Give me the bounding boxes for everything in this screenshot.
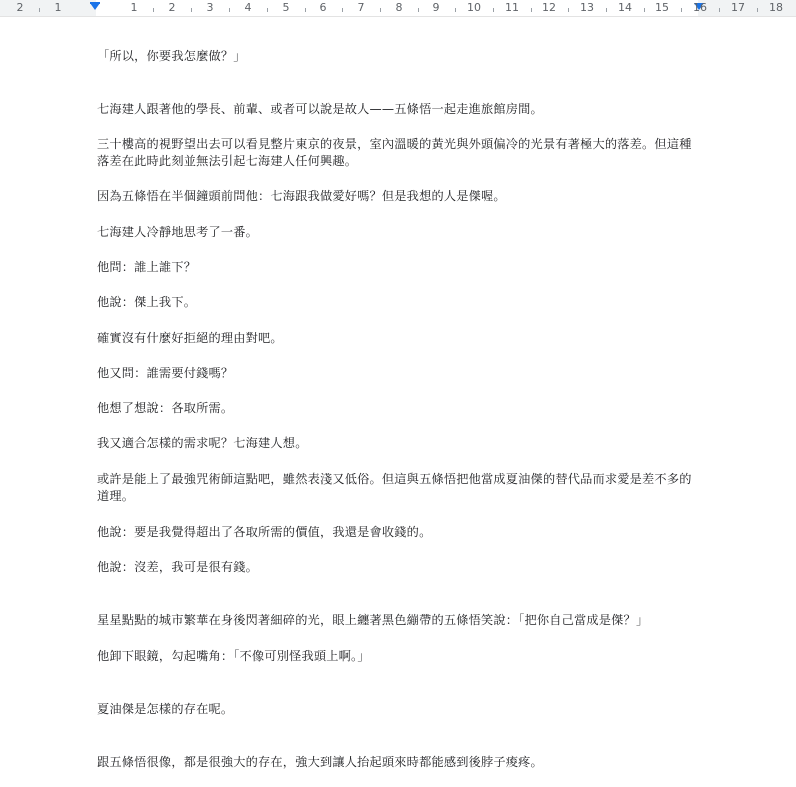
ruler-label: 5: [282, 1, 290, 14]
ruler-tick: [455, 8, 456, 12]
ruler-label: 8: [395, 1, 403, 14]
ruler-label: 12: [542, 1, 556, 14]
ruler-label: 7: [357, 1, 365, 14]
ruler-label: 13: [580, 1, 594, 14]
ruler-tick: [380, 8, 381, 12]
ruler-tick: [568, 8, 569, 12]
ruler-tick: [153, 8, 154, 12]
paragraph-15: 星星點點的城市繁華在身後閃著細碎的光，眼上纏著黑色繃帶的五條悟笑說：「把你自己當成是傑？」: [97, 613, 649, 627]
ruler-label: 18: [769, 1, 783, 14]
paragraph-7: 他說：傑上我下。: [97, 295, 197, 309]
ruler-tick: [493, 8, 494, 12]
ruler-tick: [39, 8, 40, 12]
ruler-left-margin: [0, 0, 96, 16]
paragraph-9: 他又問：誰需要付錢嗎？: [97, 366, 234, 380]
ruler-tick: [757, 8, 758, 12]
paragraph-14: 他說：沒差，我可是很有錢。: [97, 560, 259, 574]
document-page[interactable]: [0, 17, 796, 787]
paragraph-6: 他問：誰上誰下？: [97, 260, 197, 274]
ruler-tick: [418, 8, 419, 12]
ruler-tick: [531, 8, 532, 12]
ruler-label: 1: [130, 1, 138, 14]
ruler-tick: [229, 8, 230, 12]
left-indent-marker[interactable]: [90, 3, 100, 10]
ruler-label: 2: [16, 1, 24, 14]
ruler-tick: [719, 8, 720, 12]
paragraph-17: 夏油傑是怎樣的存在呢。: [97, 702, 234, 716]
ruler-tick: [267, 8, 268, 12]
ruler-tick: [681, 8, 682, 12]
paragraph-1: 「所以，你要我怎麼做？」: [97, 49, 246, 63]
ruler-label: 1: [54, 1, 62, 14]
ruler-label: 2: [168, 1, 176, 14]
paragraph-13: 他說：要是我覺得超出了各取所需的價值，我還是會收錢的。: [97, 525, 432, 539]
ruler-tick: [305, 8, 306, 12]
ruler-tick: [342, 8, 343, 12]
paragraph-3: 三十樓高的視野望出去可以看見整片東京的夜景，室內溫暖的黃光與外頭偏冷的光景有著極大的落差。但這種落差在此時此刻並無法引起七海建人任何興趣。: [97, 137, 692, 168]
ruler-tick: [606, 8, 607, 12]
ruler-label: 3: [206, 1, 214, 14]
ruler-label: 11: [505, 1, 519, 14]
paragraph-8: 確實沒有什麼好拒絕的理由對吧。: [97, 331, 283, 345]
ruler-tick: [191, 8, 192, 12]
paragraph-11: 我又適合怎樣的需求呢？七海建人想。: [97, 436, 308, 450]
horizontal-ruler[interactable]: [0, 0, 796, 17]
paragraph-16: 他卸下眼鏡，勾起嘴角：「不像可別怪我頭上啊。」: [97, 649, 370, 663]
paragraph-10: 他想了想說：各取所需。: [97, 401, 234, 415]
paragraph-5: 七海建人冷靜地思考了一番。: [97, 225, 259, 239]
ruler-label: 14: [618, 1, 632, 14]
ruler-label: 17: [731, 1, 745, 14]
ruler-label: 4: [244, 1, 252, 14]
paragraph-4: 因為五條悟在半個鐘頭前問他：七海跟我做愛好嗎？但是我想的人是傑喔。: [97, 189, 506, 203]
ruler-tick: [644, 8, 645, 12]
paragraph-12: 或許是能上了最強咒術師這點吧，雖然表淺又低俗。但這與五條悟把他當成夏油傑的替代品而求愛是差不多的道理。: [97, 472, 692, 503]
ruler-label: 6: [319, 1, 327, 14]
paragraph-2: 七海建人跟著他的學長、前輩、或者可以說是故人——五條悟一起走進旅館房間。: [97, 102, 543, 116]
ruler-label: 10: [467, 1, 481, 14]
ruler-label: 15: [655, 1, 669, 14]
ruler-label: 9: [432, 1, 440, 14]
ruler-label: 16: [693, 1, 707, 14]
paragraph-18: 跟五條悟很像，都是很強大的存在，強大到讓人抬起頭來時都能感到後脖子痠疼。: [97, 755, 543, 769]
